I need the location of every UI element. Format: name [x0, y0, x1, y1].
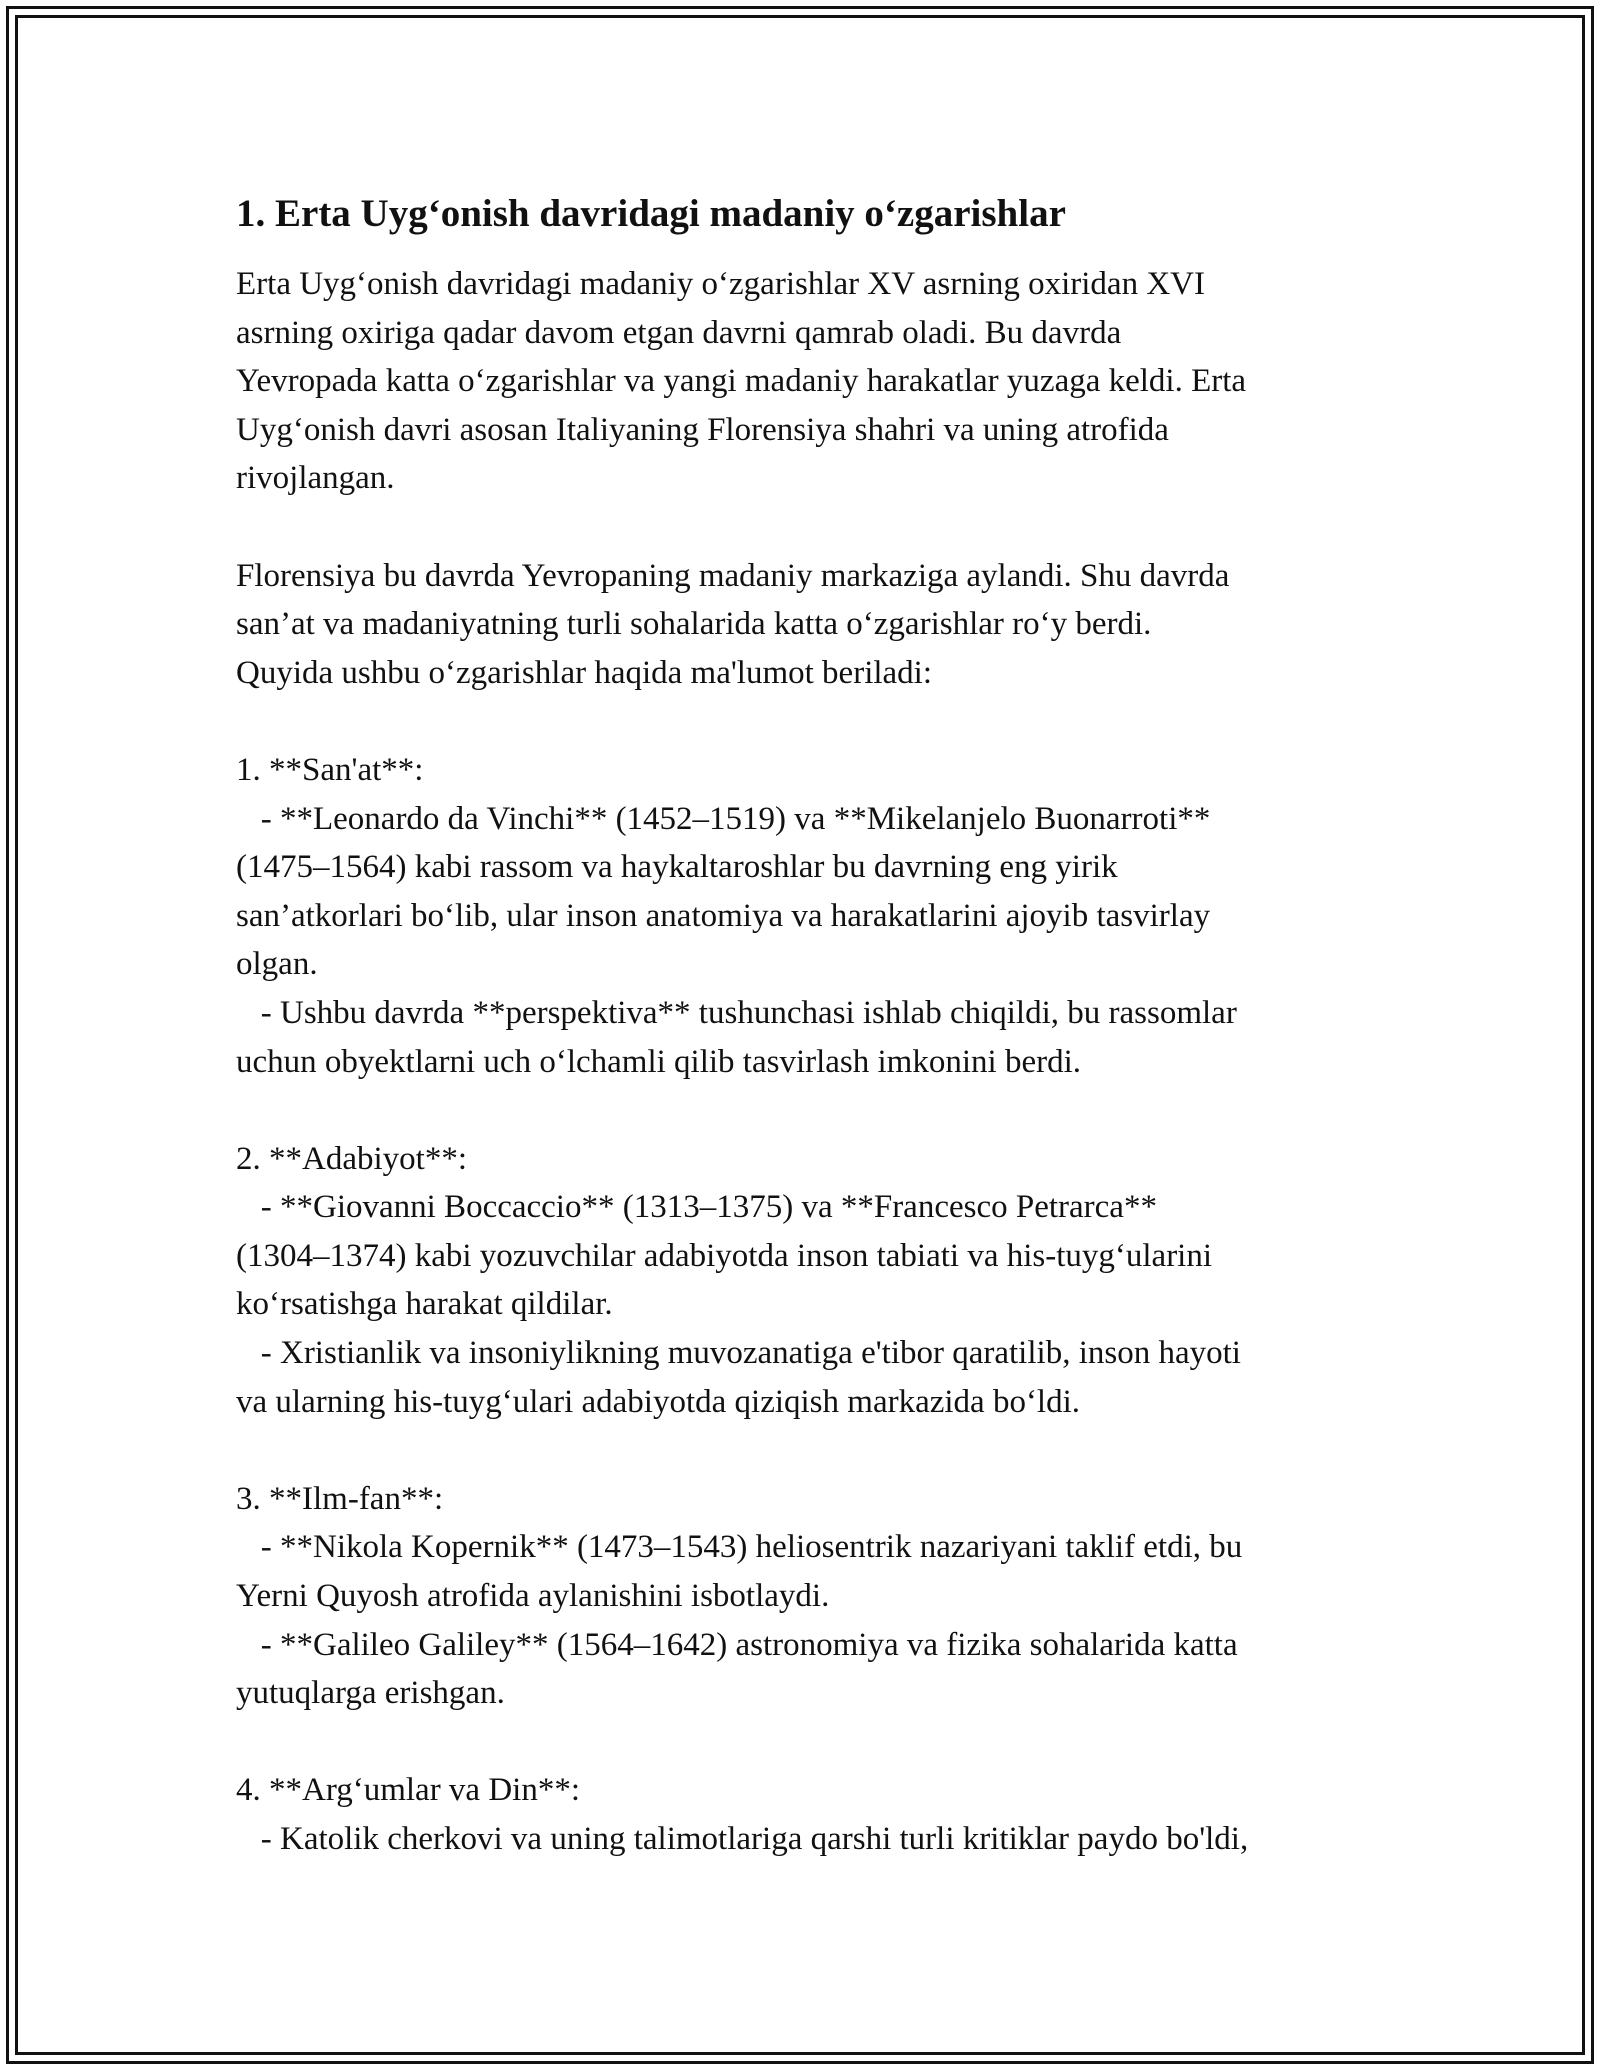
text-line: va ularning his-tuyg‘ulari adabiyotda qiziqish markazida bo‘ldi. — [236, 1383, 1081, 1420]
text-line: san’at va madaniyatning turli sohalarida katta o‘zgarishlar ro‘y berdi. — [236, 606, 1152, 643]
text-line: 3. **Ilm-fan**: — [236, 1480, 444, 1517]
text-line: rivojlangan. — [236, 460, 395, 497]
text-line: asrning oxiriga qadar davom etgan davrni qamrab oladi. Bu davrda — [236, 314, 1122, 351]
blank-line — [236, 1426, 1366, 1475]
text-line: Quyida ushbu o‘zgarishlar haqida ma'lumot beriladi: — [236, 654, 933, 691]
text-line: san’atkorlari bo‘lib, ular inson anatomiya va harakatlarini ajoyib tasvirlay — [236, 897, 1211, 934]
text-line: yutuqlarga erishgan. — [236, 1675, 505, 1712]
text-line: 4. **Arg‘umlar va Din**: — [236, 1772, 581, 1809]
text-line: 2. **Adabiyot**: — [236, 1140, 467, 1177]
text-line: Uyg‘onish davri asosan Italiyaning Florensiya shahri va uning atrofida — [236, 411, 1169, 448]
document-page — [236, 188, 1366, 1864]
text-line: - **Galileo Galiley** (1564–1642) astronomiya va fizika sohalarida katta — [236, 1626, 1238, 1663]
text-line: (1475–1564) kabi rassom va haykaltaroshlar bu davrning eng yirik — [236, 849, 1118, 886]
text-line: - Xristianlik va insoniylikning muvozanatiga e'tibor qaratilib, inson hayoti — [236, 1335, 1241, 1372]
text-line: ko‘rsatishga harakat qildilar. — [236, 1286, 613, 1323]
text-line: - **Nikola Kopernik** (1473–1543) heliosentrik nazariyani taklif etdi, bu — [236, 1529, 1243, 1566]
text-line: Yevropada katta o‘zgarishlar va yangi madaniy harakatlar yuzaga keldi. Erta — [236, 363, 1247, 400]
text-line: Florensiya bu davrda Yevropaning madaniy markaziga aylandi. Shu davrda — [236, 557, 1230, 594]
blank-line — [236, 697, 1366, 746]
text-line: - **Giovanni Boccaccio** (1313–1375) va **Francesco Petrarca** — [236, 1189, 1157, 1226]
text-line: (1304–1374) kabi yozuvchilar adabiyotda inson tabiati va his-tuyg‘ularini — [236, 1237, 1213, 1274]
text-line: - Katolik cherkovi va uning talimotlariga qarshi turli kritiklar paydo bo'ldi, — [236, 1821, 1249, 1857]
text-line: Erta Uyg‘onish davridagi madaniy o‘zgarishlar XV asrning oxiridan XVI — [236, 266, 1205, 302]
text-line: olgan. — [236, 946, 318, 983]
text-line: uchun obyektlarni uch o‘lchamli qilib tasvirlash imkonini berdi. — [236, 1043, 1081, 1080]
blank-line — [236, 1086, 1366, 1135]
document-body — [236, 260, 1366, 1864]
text-line: - Ushbu davrda **perspektiva** tushunchasi ishlab chiqildi, bu rassomlar — [236, 994, 1237, 1031]
text-line: Yerni Quyosh atrofida aylanishini isbotlaydi. — [236, 1578, 830, 1615]
blank-line — [236, 1718, 1366, 1767]
text-line: 1. **San'at**: — [236, 751, 424, 788]
blank-line — [236, 503, 1366, 552]
text-line: - **Leonardo da Vinchi** (1452–1519) va **Mikelanjelo Buonarroti** — [236, 800, 1211, 837]
section-heading: 1. Erta Uyg‘onish davridagi madaniy o‘zgarishlar — [236, 192, 1066, 235]
